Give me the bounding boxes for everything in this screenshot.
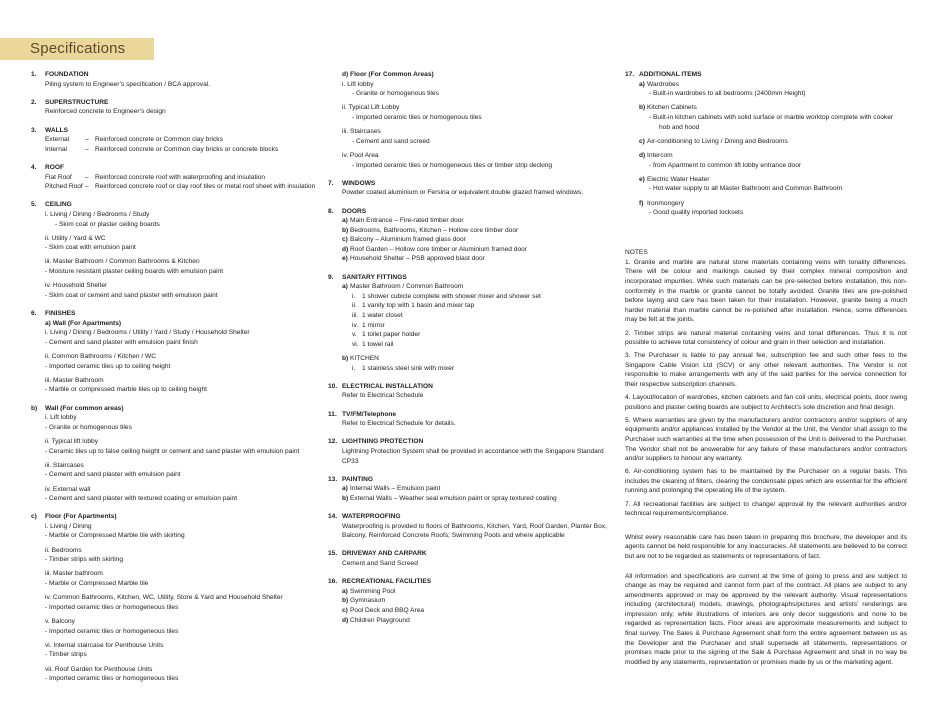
note-item: 6. Air-conditioning system has to be maintained by the Purchaser on a regular basis. This includes the cleaning of filters, clearing the condensate pipes which are essential for the efficient running and prolonging the operating life of the system.	[625, 468, 907, 495]
spec-finishes	[31, 309, 321, 395]
spec-additional-items	[625, 70, 907, 218]
spec-driveway-carpark	[328, 549, 611, 568]
spec-roof	[31, 163, 321, 192]
item-value: Reinforced concrete or Common clay bricks or concrete blocks	[95, 145, 279, 153]
spec-walls	[31, 126, 321, 155]
spec-column-1	[31, 70, 321, 692]
section-title: ELECTRICAL INSTALLATION	[342, 382, 433, 390]
list-item: ii. Common Bathrooms / Kitchen / WC	[45, 353, 157, 360]
list-item: i. 1 stainless steel sink with mixer	[352, 364, 454, 372]
list-item: ii. Typical Lift Lobby	[342, 104, 400, 112]
list-item: - Built-in kitchen cabinets with solid surface or marble worktop complete with cooker	[649, 113, 894, 121]
section-title: PAINTING	[342, 475, 374, 483]
list-item: a) Wardrobes	[639, 80, 680, 88]
section-number: 4.	[31, 163, 37, 171]
list-item: e) Electric Water Heater	[639, 175, 710, 183]
list-item: ii. Utility / Yard & WC	[45, 234, 106, 242]
section-number: 17.	[625, 71, 635, 78]
note-item: 1. Granite and marble are natural stone materials containing veins with tonality differences. There will be colour and markings caused by their complex mineral composition and incorporated impurities. While such materials can be pre-selected before installation, this non-conformity in the marble or granite cannot be totally avoided. Granite tiles are pre-polished before laying and care has been taken for their installation. However, granite being a much harder material than marble cannot be re-polished after installation. Hence, some differences may be felt at the joints.	[625, 258, 907, 324]
list-item: iv. Pool Area	[342, 151, 379, 159]
list-item: a) Swimming Pool	[342, 587, 396, 595]
page-title: Specifications	[30, 40, 126, 57]
section-number: 3.	[31, 126, 37, 134]
item-dash: –	[85, 145, 89, 153]
spec-sanitary-fittings	[328, 273, 611, 374]
list-item: - Moisture resistant plaster ceiling boards with emulsion paint	[45, 268, 224, 276]
list-item: - Cement and sand plaster with emulsion paint	[45, 471, 181, 479]
list-item: - Cement and sand plaster with emulsion paint finish	[45, 338, 198, 346]
spec-doors	[328, 207, 611, 265]
list-item: c) Balcony – Aluminium framed glass door	[342, 236, 466, 244]
list-item: ii. Bedrooms	[45, 546, 82, 554]
item-value: Reinforced concrete roof with waterproofing and insulation	[95, 173, 266, 181]
subsection-title: Floor (For Apartments)	[45, 513, 117, 521]
section-title: SANITARY FITTINGS	[342, 273, 407, 281]
section-title: TV/FM/Telephone	[342, 410, 397, 418]
list-item: i. Living / Dining / Bedrooms / Utility / Yard / Study / Household Shelter	[45, 329, 250, 337]
list-item: v. 1 toilet paper holder	[352, 331, 421, 339]
list-item: - Imported ceramic tiles or homogenous tiles	[352, 113, 482, 121]
item-key: Internal	[45, 145, 67, 153]
section-title: WATERPROOFING	[342, 513, 401, 521]
list-item: iv. Household Shelter	[45, 282, 108, 290]
section-title: WINDOWS	[342, 179, 376, 187]
list-item: iii. Staircases	[342, 128, 381, 136]
list-item: iv. External wall	[45, 485, 91, 493]
list-item: i. 1 shower cubicle complete with shower mixer and shower set	[352, 292, 541, 300]
walls-internal	[31, 145, 321, 155]
roof-pitched	[31, 182, 321, 192]
list-item: iii. Master Bathroom	[45, 376, 104, 384]
list-item: ii. Typical lift lobby	[45, 437, 99, 445]
item-dash: –	[85, 173, 89, 181]
list-item: iii. 1 water closet	[352, 312, 403, 320]
list-item: - Marble or Compressed Marble tile with skirting	[45, 532, 185, 540]
disclaimer-paragraph: Whilst every reasonable care has been taken in preparing this brochure, the developer and its agents cannot be held responsible for any inaccuracies. All statements are believed to be correct but are not to be regarded as statements or representations of fact.	[625, 533, 907, 560]
section-text: Reinforced concrete to Engineer’s design	[45, 108, 166, 116]
list-item: d) Roof Garden – Hollow core timber or Aluminium framed door	[342, 245, 528, 253]
spec-wall-common-areas	[31, 404, 321, 504]
page-title-band	[0, 38, 154, 60]
subsection-title: Wall (For common areas)	[45, 404, 124, 412]
item-dash: –	[85, 183, 89, 191]
section-number: 13.	[328, 475, 338, 483]
section-number: 10.	[328, 382, 338, 390]
spec-foundation	[31, 70, 321, 89]
list-item: b) Kitchen Cabinets	[639, 104, 697, 112]
spec-column-2	[328, 70, 611, 634]
section-text: Refer to Electrical Schedule for details.	[342, 420, 456, 428]
item-dash: –	[85, 136, 89, 144]
list-item: - Cement and sand screed	[352, 137, 430, 145]
list-item: - Good quality imported locksets	[649, 209, 744, 217]
list-item: b) Bedrooms, Bathrooms, Kitchen – Hollow core timber door	[342, 226, 519, 234]
section-title: DRIVEWAY AND CARPARK	[342, 550, 427, 558]
list-item: f) Ironmongery	[639, 199, 685, 207]
list-item: - Imported ceramic tiles or homogeneous tiles	[45, 675, 179, 683]
list-item: - Granite or homogenous tiles	[352, 90, 439, 98]
list-item: a) Internal Walls – Emulsion paint	[342, 485, 441, 493]
section-number: 14.	[328, 513, 338, 521]
list-item: - Marble or compressed marble tiles up to ceiling height	[45, 386, 207, 394]
subsection-title: d) Floor (For Common Areas)	[342, 71, 434, 78]
spec-recreational-facilities	[328, 577, 611, 625]
section-title: WALLS	[45, 126, 69, 134]
note-item: 3. The Purchaser is liable to pay annual fee, subscription fee and such other fees to the Singapore Cable Vision Ltd (SCV) or any other relevant authorities. The Vendor is not responsible to make arrangements with any of the said parties for the service connection for their respective subscription channels.	[625, 352, 907, 388]
roof-flat	[31, 173, 321, 183]
section-title: FOUNDATION	[45, 71, 89, 78]
list-item: vi. Internal staircase for Penthouse Units	[45, 641, 164, 649]
list-item: iii. Master Bathroom / Common Bathrooms & Kitchen	[45, 258, 200, 266]
spec-painting	[328, 475, 611, 504]
list-item: i. Living / Dining	[45, 522, 92, 530]
section-title: ADDITIONAL ITEMS	[639, 71, 702, 78]
item-key: Flat Roof	[45, 173, 72, 181]
section-title: SUPERSTRUCTURE	[45, 98, 109, 106]
list-item: b) External Walls – Weather seal emulsion paint or spray textured coating	[342, 494, 557, 502]
section-text: Cement and Sand Screed	[342, 560, 418, 568]
list-item: e) Household Shelter – PSB approved blast door	[342, 255, 485, 263]
section-text: Powder coated aluminium or Fersina or equivalent double glazed framed windows.	[342, 189, 584, 197]
section-text: Lightning Protection System shall be provided in accordance with the Singapore Standard CP33	[342, 447, 604, 465]
spec-lightning-protection	[328, 437, 611, 466]
section-number: 6.	[31, 310, 37, 318]
walls-external	[31, 135, 321, 145]
list-item: - Imported ceramic tiles up to ceiling height	[45, 362, 171, 370]
item-key: Pitched Roof	[45, 183, 83, 191]
list-item: - Imported ceramic tiles or homogeneous tiles	[45, 603, 179, 611]
list-item: - from Apartment to common lift lobby entrance door	[649, 161, 802, 169]
list-item: iv. Common Bathrooms, Kitchen, WC, Utility, Store & Yard and Household Shelter	[45, 594, 283, 602]
note-item: 7. All recreational facilities are subject to change/ approval by the relevant authorities and/or technical requirements/compliance.	[625, 500, 907, 518]
list-item: d) Intercom	[639, 151, 673, 159]
list-item: c) Pool Deck and BBQ Area	[342, 607, 425, 615]
section-number: 12.	[328, 438, 338, 446]
spec-superstructure	[31, 98, 321, 117]
section-text: Refer to Electrical Schedule	[342, 392, 424, 400]
list-item: - Ceramic tiles up to false ceiling height or cement and sand plaster with emulsion paint	[45, 447, 300, 455]
section-number: 8.	[328, 207, 334, 215]
spec-tv-fm-telephone	[328, 410, 611, 429]
section-title: LIGHTNING PROTECTION	[342, 438, 424, 446]
section-text: Piling system to Engineer’s specification / BCA approval.	[45, 80, 211, 88]
note-item: 4. Layout/location of wardrobes, kitchen cabinets and fan coil units, electrical points, door swing positions and plaster ceiling boards are subject to Architect’s sole discretion and final design.	[625, 394, 907, 411]
list-item: vi. 1 towel rail	[352, 340, 394, 348]
list-item: - Timber strips with skirting	[45, 556, 124, 564]
section-title: DOORS	[342, 207, 367, 215]
subsection-letter: c)	[31, 513, 37, 521]
spec-windows	[328, 179, 611, 198]
spec-column-3	[625, 70, 907, 667]
item-value: Reinforced concrete roof or clay roof tiles or metal roof sheet with insulation	[95, 183, 316, 191]
list-item: hob and hood	[659, 123, 700, 131]
section-title: ROOF	[45, 163, 65, 171]
subsection-title: a) Wall (For Apartments)	[45, 319, 122, 327]
list-item: - Built-in wardrobes to all bedrooms (2400mm Height)	[649, 90, 806, 98]
spec-floor-apartments	[31, 512, 321, 683]
note-item: 2. Timber strips are natural material containing veins and tonal differences. Thus it is not possible to achieve total consistency of colour and grain in their selection and installation.	[625, 329, 907, 347]
list-item: iii. Staircases	[45, 461, 84, 469]
section-title: CEILING	[45, 201, 72, 209]
section-number: 16.	[328, 578, 338, 586]
spec-electrical	[328, 382, 611, 401]
section-text: Waterproofing is provided to floors of Bathrooms, Kitchen, Yard, Roof Garden, Planter Box, Balcony, Reinforced Concrete Roofs, Swimming Pools and where applicable	[342, 522, 607, 540]
section-number: 1.	[31, 71, 37, 78]
list-item: ii. 1 vanity top with 1 basin and mixer tap	[352, 302, 475, 310]
list-item: iii. Master bathroom	[45, 570, 103, 578]
section-number: 15.	[328, 550, 338, 558]
list-item: b) KITCHEN	[342, 355, 379, 362]
section-number: 5.	[31, 201, 37, 209]
list-item: vii. Roof Garden for Penthouse Units	[45, 665, 153, 673]
list-item: - Cement and sand plaster with textured coating or emulsion paint	[45, 495, 238, 503]
list-item: v. Balcony	[45, 618, 75, 625]
section-number: 9.	[328, 273, 334, 281]
list-item: - Skim coat or cement and sand plaster with emulsion paint	[45, 291, 218, 299]
item-value: Reinforced concrete or Common clay bricks	[95, 136, 223, 144]
list-item: - Granite or homogenous tiles	[45, 423, 132, 431]
spec-ceiling	[31, 200, 321, 300]
list-item: a) Main Entrance – Fire-rated timber door	[342, 217, 464, 225]
item-key: External	[45, 136, 70, 144]
list-item: iv. 1 mirror	[352, 321, 385, 329]
section-title: RECREATIONAL FACILITIES	[342, 578, 432, 586]
list-item: - Imported ceramic tiles or homogeneous tiles	[45, 627, 179, 635]
list-item: - Timber strips	[45, 651, 87, 659]
disclaimer-paragraph: All information and specifications are current at the time of going to press and are subject to change as may be required and cannot form part of the contract. All plans are subject to any amendments approved or may be approved by the relevant authority. Visual representations including (architectural) models, drawings, photographs/pictures and artists’ renderings are impression only, while illustrations of interiors are only decor suggestions and none to be regarded as representation facts. Floor areas are approximate measurements and subject to final survey. The Sales & Purchase Agreement shall form the entire agreement between us as the Developer and the Purchaser and shall supersede all statements, representations or promises made prior to the signing of the Sale & Purchase Agreement and shall in no way be modified by any statements, representation or promises made by us or the marketing agent.	[625, 572, 907, 666]
section-number: 7.	[328, 179, 334, 187]
list-item: - Skim coat or plaster ceiling boards	[55, 220, 160, 228]
list-item: - Hot water supply to all Master Bathroom and Common Bathroom	[649, 185, 843, 193]
list-item: - Skim coat with emulsion paint	[45, 244, 136, 252]
section-number: 11.	[328, 410, 337, 418]
list-item: i. Living / Dining / Bedrooms / Study	[45, 210, 150, 218]
note-item: 5. Where warranties are given by the manufacturers and/or contractors and/or suppliers of any equipments and/or appliances installed by the Vendor at the Unit, the Vendor shall assign to the Purchaser such warranties at the time when possession of the Unit is delivered to the Purchaser. The Vendor shall not be answerable for any failure of these manufacturers and/or contractors and/or suppliers to honour any warranty.	[625, 416, 907, 463]
list-item: c) Air-conditioning to Living / Dining and Bedrooms	[639, 137, 788, 145]
list-item: i. Lift lobby	[45, 414, 77, 422]
list-item: - Marble or Compressed Marble tile	[45, 580, 149, 588]
subsection-letter: b)	[31, 404, 38, 412]
list-item: b) Gymnasium	[342, 597, 386, 605]
spec-waterproofing	[328, 512, 611, 541]
section-title: FINISHES	[45, 310, 76, 318]
list-item: - Imported ceramic tiles or homogeneous tiles or timber strip decking	[352, 161, 553, 169]
spec-floor-common-areas	[328, 70, 611, 170]
section-number: 2.	[31, 98, 37, 106]
list-item: a) Master Bathroom / Common Bathroom	[342, 283, 464, 291]
list-item: d) Children Playground	[342, 616, 410, 624]
list-item: i. Lift lobby	[342, 80, 374, 88]
notes-title: NOTES	[625, 249, 648, 257]
